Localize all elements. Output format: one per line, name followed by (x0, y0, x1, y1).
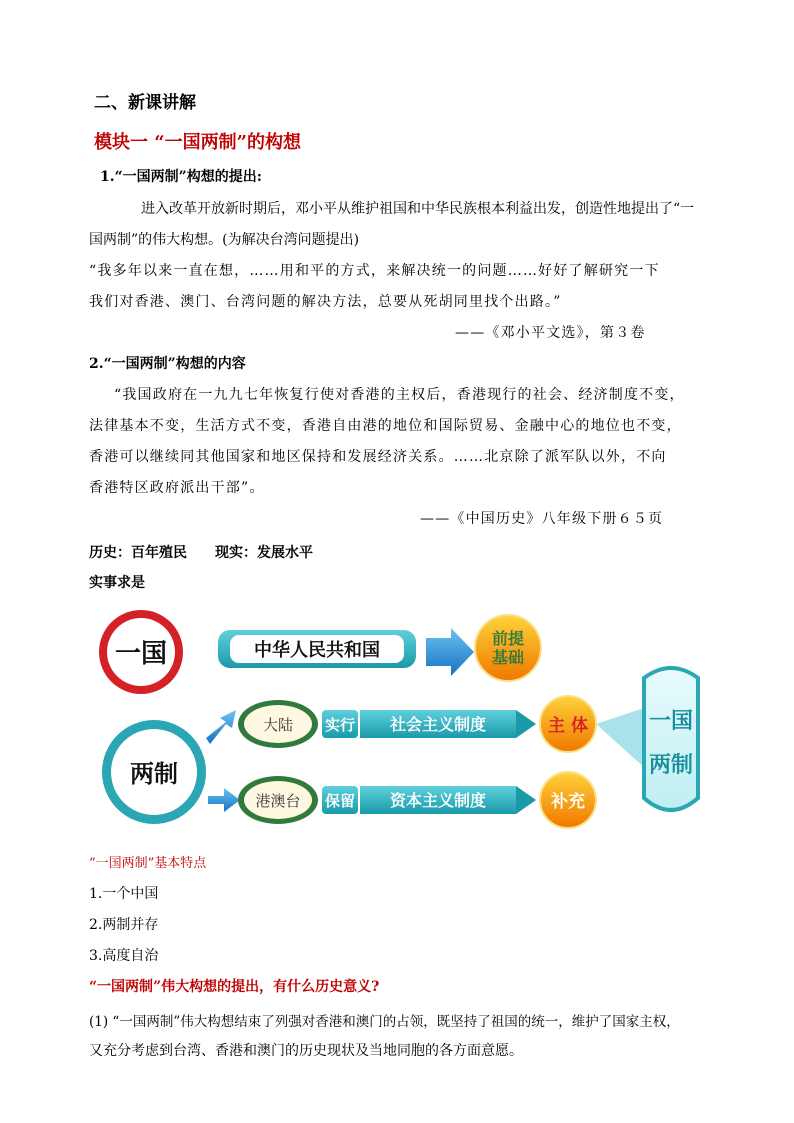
part2-quote-line1: “我国政府在一九九七年恢复行使对香港的主权后，香港现行的社会、经济制度不变， (114, 387, 685, 403)
two-systems-circle (102, 720, 206, 824)
two-systems-label: 两制 (130, 760, 178, 788)
one-country-label: 一国 (114, 639, 168, 669)
part1-heading: 1.“一国两制”构想的提出: (100, 169, 262, 185)
top-arrow (426, 628, 474, 676)
supplement-badge (540, 772, 596, 828)
implement-label: 实行 (324, 716, 356, 734)
capitalism-bar (360, 786, 516, 814)
retain-tag (322, 786, 358, 814)
hk-macau-tw-label: 港澳台 (255, 794, 301, 810)
capitalism-label: 资本主义制度 (389, 791, 487, 810)
ocpt-line1: 一国 (648, 709, 694, 734)
branch-arrow-upper (206, 710, 236, 744)
part2-source: ——《中国历史》八年级下册６５页 (420, 511, 664, 527)
feature-item-2: 2.两制并存 (89, 917, 159, 933)
prc-label: 中华人民共和国 (254, 640, 380, 661)
capitalism-arrow (516, 786, 536, 814)
one-country-two-systems-diagram (96, 600, 706, 840)
socialism-label: 社会主义制度 (389, 715, 487, 734)
module-title: 模块一 “一国两制”的构想 (94, 132, 301, 153)
hk-macau-tw-pill (238, 776, 318, 824)
prc-bar (218, 630, 416, 668)
ocpt-line2: 两制 (648, 753, 694, 778)
main-body-badge (540, 696, 596, 752)
socialism-arrow (516, 710, 536, 738)
significance-answer-line1: (1) “一国两制”伟大构想结束了列强对香港和澳门的占领，既坚持了祖国的统一，维护了国家主权， (89, 1014, 680, 1030)
feature-item-3: 3.高度自治 (89, 948, 159, 964)
mainland-pill (238, 700, 318, 748)
seek-truth: 实事求是 (89, 575, 145, 591)
part2-quote-line2: 法律基本不变，生活方式不变，香港自由港的地位和国际贸易、金融中心的地位也不变， (89, 418, 682, 434)
ocpt-shield (644, 668, 698, 810)
part1-quote-line2: 我们对香港、澳门、台湾问题的解决方法，总要从死胡同里找个出路。” (89, 294, 562, 310)
branch-arrow-lower (208, 788, 240, 812)
premise-line2: 基础 (491, 648, 525, 667)
feature-item-1: 1.一个中国 (89, 886, 159, 902)
part2-quote-line3: 香港可以继续同其他国家和地区保持和发展经济关系。……北京除了派军队以外，不向 (89, 449, 667, 465)
part2-heading: 2.“一国两制”构想的内容 (89, 356, 246, 372)
part2-quote-line4: 香港特区政府派出干部”。 (89, 480, 265, 496)
mainland-label: 大陆 (262, 718, 294, 734)
significance-answer-line2: 又充分考虑到台湾、香港和澳门的历史现状及当地同胞的各方面意愿。 (89, 1043, 523, 1059)
section-title: 二、新课讲解 (94, 93, 196, 113)
features-title: “一国两制”基本特点 (89, 856, 207, 871)
main-body-label: 主 体 (548, 716, 588, 736)
part1-source: ——《邓小平文选》，第３卷 (455, 325, 646, 341)
part1-body-line2: 国两制”的伟大构想。(为解决台湾问题提出) (89, 232, 360, 248)
part1-quote-line1: “我多年以来一直在想，……用和平的方式，来解决统一的问题……好好了解研究一下 (89, 263, 660, 279)
premise-line1: 前提 (491, 629, 525, 648)
supplement-label: 补充 (551, 792, 585, 812)
socialism-bar (360, 710, 516, 738)
retain-label: 保留 (324, 792, 356, 810)
premise-badge (475, 615, 541, 681)
part1-body-line1: 进入改革开放新时期后，邓小平从维护祖国和中华民族根本利益出发，创造性地提出了“一 (141, 201, 695, 217)
significance-question: “一国两制”伟大构想的提出，有什么历史意义? (89, 979, 380, 995)
one-country-circle (99, 610, 183, 694)
history-reality: 历史：百年殖民 现实：发展水平 (89, 545, 313, 561)
implement-tag (322, 710, 358, 738)
